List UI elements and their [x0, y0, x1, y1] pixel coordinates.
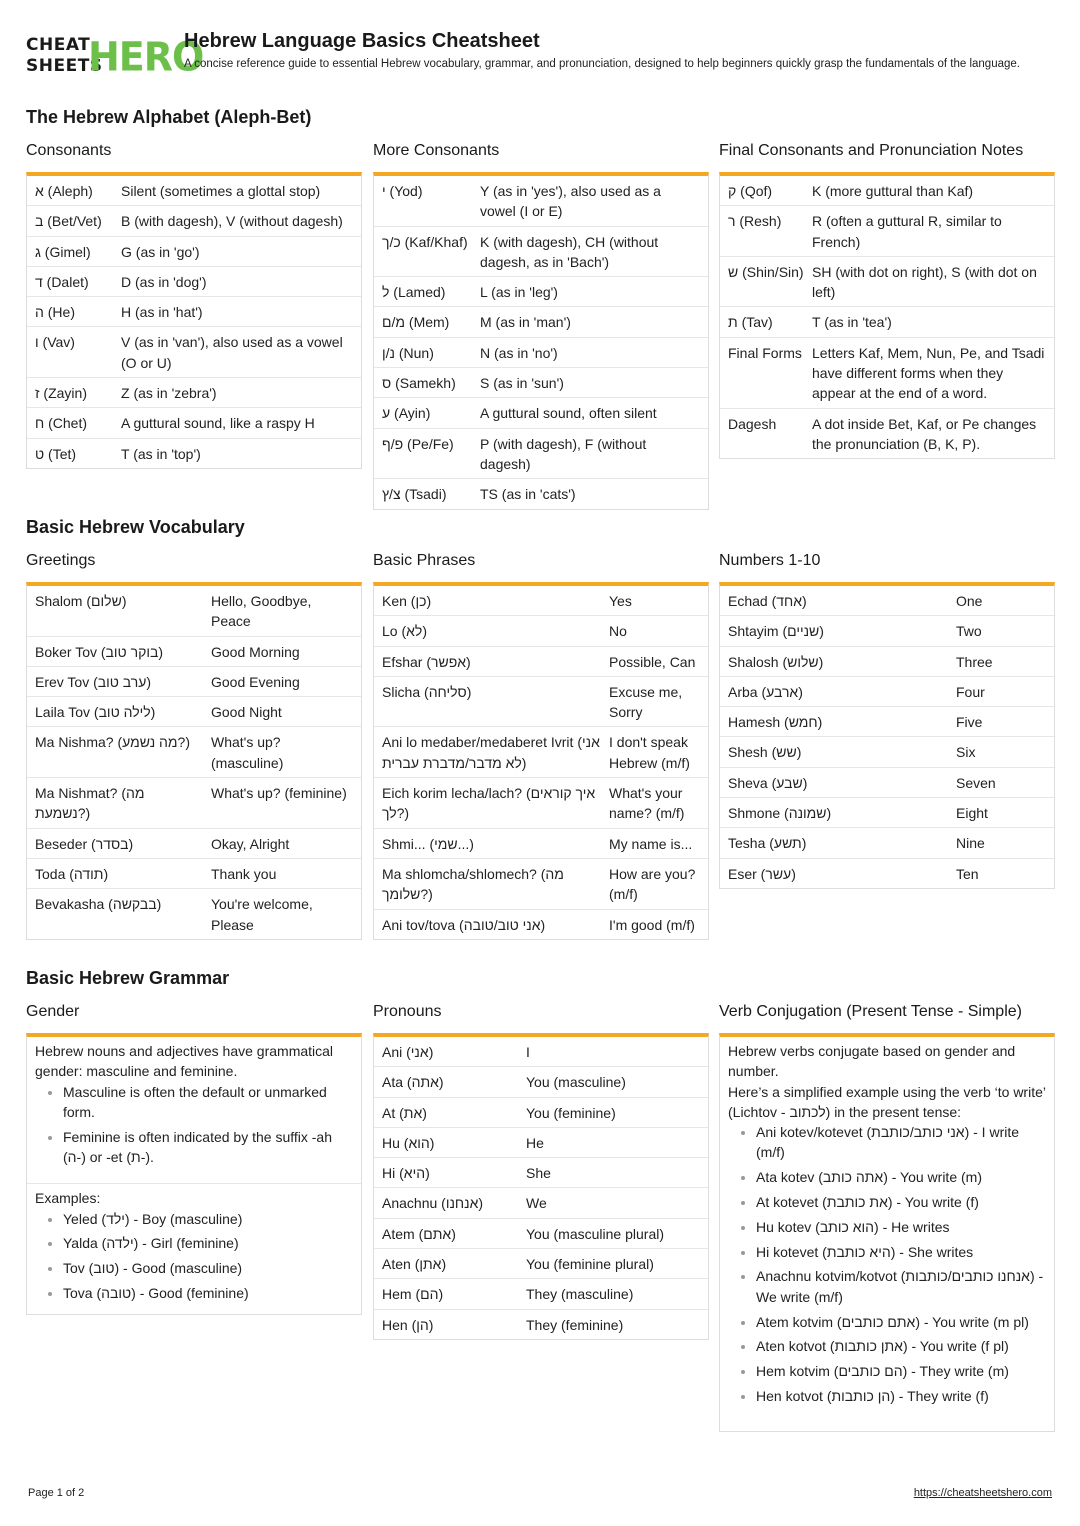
card-title-gender: Gender	[26, 1003, 80, 1020]
list-item: • Feminine is often indicated by the suffix -ah (ה-) or -et (ת-).	[63, 1127, 353, 1168]
gender-intro: Hebrew nouns and adjectives have grammatical gender: masculine and feminine.	[35, 1043, 334, 1080]
definition-cell: No	[609, 623, 627, 640]
term-cell: Shalom (שלום)	[35, 593, 127, 609]
table-row	[374, 307, 708, 337]
table-row	[374, 1067, 708, 1097]
definition-cell: They (feminine)	[526, 1316, 624, 1333]
term-cell: ג (Gimel)	[35, 243, 91, 260]
more-consonants-card	[373, 172, 709, 510]
table-row	[27, 889, 361, 939]
definition-cell: B (with dagesh), V (without dagesh)	[121, 213, 343, 230]
definition-cell: We	[526, 1195, 547, 1212]
table-row	[27, 176, 361, 206]
definition-cell: Six	[956, 744, 976, 761]
section-title-alphabet: The Hebrew Alphabet (Aleph-Bet)	[26, 107, 312, 127]
divider	[27, 1183, 361, 1184]
definition-cell: You (feminine)	[526, 1104, 616, 1121]
term-cell: Final Forms	[728, 344, 802, 361]
term-cell: Shtayim (שניים)	[728, 623, 824, 640]
table-row	[374, 368, 708, 398]
table-row	[27, 859, 361, 889]
table-row	[374, 647, 708, 677]
numbers-card	[719, 582, 1055, 889]
term-cell: ע (Ayin)	[382, 405, 431, 422]
section-title-vocabulary: Basic Hebrew Vocabulary	[26, 517, 245, 537]
term-cell: Aten (אתן)	[382, 1256, 447, 1273]
verbs-content	[720, 1037, 1054, 1417]
definition-cell: Possible, Can	[609, 653, 696, 670]
footer-link[interactable]: https://cheatsheetshero.com	[913, 1487, 1052, 1499]
table-row	[27, 327, 361, 378]
examples-label: Examples:	[35, 1190, 101, 1207]
table-row	[720, 768, 1054, 798]
table-row	[374, 1310, 708, 1339]
table-row	[374, 429, 708, 480]
definition-cell: They (masculine)	[526, 1286, 634, 1303]
table-row	[27, 778, 361, 829]
section-title-grammar: Basic Hebrew Grammar	[26, 968, 230, 988]
table-row	[374, 677, 708, 728]
term-cell: Hi (היא)	[382, 1165, 430, 1182]
term-cell: Bevakasha (בבקשה)	[35, 896, 162, 913]
definition-cell: D (as in 'dog')	[121, 273, 207, 290]
consonants-card	[26, 172, 362, 469]
definition-cell: I don't speak Hebrew (m/f)	[609, 734, 690, 771]
table-row	[720, 409, 1054, 459]
term-cell: Ata (אתה)	[382, 1074, 444, 1091]
term-cell: Shmi... (שמי...)	[382, 835, 474, 852]
term-cell: Lo (לא)	[382, 623, 428, 640]
definition-cell: T (as in 'top')	[121, 445, 201, 462]
term-cell: Shmone (שמונה)	[728, 805, 832, 822]
term-cell: Beseder (בסדר)	[35, 835, 134, 852]
definition-cell: How are you? (m/f)	[609, 865, 696, 903]
table-row	[720, 307, 1054, 337]
table-row	[27, 408, 361, 438]
term-cell: ס (Samekh)	[382, 375, 456, 392]
table-row	[27, 586, 361, 637]
definition-cell: Thank you	[211, 865, 277, 882]
term-cell: י (Yod)	[382, 183, 423, 199]
term-cell: ז (Zayin)	[35, 385, 87, 402]
table-row	[374, 586, 708, 616]
list-item: • Hu kotev (הוא כותב) - He writes	[756, 1217, 1046, 1237]
definition-cell: One	[956, 593, 983, 609]
card-title-greetings: Greetings	[26, 552, 96, 569]
gender-card	[26, 1033, 362, 1315]
definition-cell: Y (as in 'yes'), also used as a vowel (I or E)	[480, 183, 661, 220]
term-cell: ת (Tav)	[728, 314, 773, 331]
table-row	[720, 707, 1054, 737]
term-cell: Laila Tov (לילה טוב)	[35, 704, 156, 721]
term-cell: Arba (ארבע)	[728, 683, 803, 700]
table-row	[374, 1158, 708, 1188]
page-title: Hebrew Language Basics Cheatsheet	[184, 30, 540, 52]
list-item: • Atem kotvim (אתם כותבים) - You write (m pl)	[756, 1312, 1046, 1332]
term-cell: ש (Shin/Sin)	[728, 263, 804, 280]
definition-cell: TS (as in 'cats')	[480, 486, 576, 503]
table-row	[374, 1037, 708, 1067]
definition-cell: N (as in 'no')	[480, 344, 558, 361]
definition-cell: K (more guttural than Kaf)	[812, 183, 974, 199]
term-cell: צ/ץ (Tsadi)	[382, 486, 447, 503]
term-cell: Ma Nishma? (מה נשמע?)	[35, 734, 190, 751]
table-row	[27, 667, 361, 697]
final-consonants-card	[719, 172, 1055, 459]
definition-cell: What's up? (masculine)	[211, 734, 284, 771]
definition-cell: You (masculine plural)	[526, 1225, 664, 1242]
table-row	[374, 1128, 708, 1158]
term-cell: ב (Bet/Vet)	[35, 213, 102, 230]
definition-cell: He	[526, 1134, 544, 1151]
term-cell: Anachnu (אנחנו)	[382, 1195, 484, 1212]
definition-cell: Nine	[956, 835, 985, 852]
table-row	[374, 1219, 708, 1249]
definition-cell: I	[526, 1044, 530, 1060]
table-row	[374, 176, 708, 227]
definition-cell: V (as in 'van'), also used as a vowel (O or U)	[121, 334, 343, 371]
term-cell: א (Aleph)	[35, 183, 93, 199]
gender-rules-list	[35, 1082, 353, 1168]
table-row	[374, 859, 708, 910]
term-cell: Erev Tov (ערב טוב)	[35, 673, 152, 690]
logo[interactable]	[26, 33, 204, 85]
table-row	[720, 586, 1054, 616]
definition-cell: You (feminine plural)	[526, 1256, 654, 1273]
final-consonants-table	[720, 176, 1054, 458]
definition-cell: Silent (sometimes a glottal stop)	[121, 183, 321, 199]
table-row	[374, 1188, 708, 1218]
table-row	[27, 237, 361, 267]
definition-cell: M (as in 'man')	[480, 314, 571, 331]
table-row	[374, 1279, 708, 1309]
term-cell: Shesh (שש)	[728, 744, 802, 761]
table-row	[374, 829, 708, 859]
table-row	[720, 647, 1054, 677]
definition-cell: Letters Kaf, Mem, Nun, Pe, and Tsadi have different forms when they appear at the end of a word.	[812, 344, 1045, 402]
definition-cell: Good Night	[211, 704, 282, 721]
gender-examples-list	[35, 1209, 353, 1304]
definition-cell: Eight	[956, 805, 988, 822]
term-cell: At (את)	[382, 1104, 427, 1121]
definition-cell: Ten	[956, 865, 979, 882]
term-cell: Hamesh (חמש)	[728, 714, 823, 731]
definition-cell: My name is...	[609, 835, 693, 852]
term-cell: ה (He)	[35, 304, 75, 321]
term-cell: Ken (כן)	[382, 593, 432, 609]
card-title-final-consonants: Final Consonants and Pronunciation Notes	[719, 142, 1024, 159]
card-title-numbers: Numbers 1-10	[719, 552, 821, 569]
verbs-intro: Hebrew verbs conjugate based on gender and number.	[728, 1043, 1016, 1080]
table-row	[27, 727, 361, 778]
definition-cell: L (as in 'leg')	[480, 284, 558, 301]
pronouns-table	[374, 1037, 708, 1339]
list-item: • Tov (טוב) - Good (masculine)	[63, 1258, 353, 1278]
table-row	[720, 206, 1054, 257]
term-cell: ר (Resh)	[728, 213, 782, 230]
definition-cell: Four	[956, 683, 985, 700]
term-cell: מ/ם (Mem)	[382, 314, 450, 331]
definition-cell: A dot inside Bet, Kaf, or Pe changes the pronunciation (B, K, P).	[812, 415, 1037, 452]
definition-cell: Excuse me, Sorry	[609, 683, 683, 721]
term-cell: Efshar (אפשר)	[382, 653, 471, 670]
table-row	[720, 737, 1054, 767]
definition-cell: P (with dagesh), F (without dagesh)	[480, 435, 647, 472]
card-title-pronouns: Pronouns	[373, 1003, 442, 1020]
list-item: • Hen kotvot (הן כותבות) - They write (f)	[756, 1386, 1046, 1406]
definition-cell: K (with dagesh), CH (without dagesh, as in 'Bach')	[480, 233, 659, 270]
table-row	[720, 176, 1054, 206]
table-row	[374, 1249, 708, 1279]
table-row	[720, 338, 1054, 409]
definition-cell: Two	[956, 623, 982, 640]
term-cell: Hu (הוא)	[382, 1134, 435, 1151]
card-title-consonants: Consonants	[26, 142, 112, 159]
term-cell: Boker Tov (בוקר טוב)	[35, 643, 164, 660]
list-item: • Hi kotevet (היא כותבת) - She writes	[756, 1242, 1046, 1262]
table-row	[720, 828, 1054, 858]
greetings-table	[27, 586, 361, 939]
list-item: • Aten kotvot (אתן כותבות) - You write (f pl)	[756, 1336, 1046, 1356]
card-title-more-consonants: More Consonants	[373, 142, 500, 159]
list-item: • Yalda (ילדה) - Girl (feminine)	[63, 1233, 353, 1253]
table-row	[374, 338, 708, 368]
phrases-card	[373, 582, 709, 940]
table-row	[374, 398, 708, 428]
gender-content	[27, 1037, 361, 1314]
term-cell: Tesha (תשע)	[728, 835, 807, 852]
list-item: • Ani kotev/kotevet (אני כותב/כותבת) - I write (m/f)	[756, 1122, 1046, 1163]
definition-cell: S (as in 'sun')	[480, 375, 564, 392]
term-cell: Ani (אני)	[382, 1044, 434, 1060]
term-cell: ד (Dalet)	[35, 273, 89, 290]
table-row	[720, 859, 1054, 888]
list-item: • Ata kotev (אתה כותב) - You write (m)	[756, 1167, 1046, 1187]
table-row	[374, 227, 708, 278]
definition-cell: A guttural sound, often silent	[480, 405, 657, 422]
page-number: Page 1 of 2	[28, 1487, 85, 1499]
definition-cell: Hello, Goodbye, Peace	[211, 593, 312, 630]
term-cell: Dagesh	[728, 415, 777, 432]
term-cell: Slicha (סליחה)	[382, 683, 472, 700]
table-row	[374, 778, 708, 829]
definition-cell: T (as in 'tea')	[812, 314, 892, 331]
term-cell: Shalosh (שלוש)	[728, 653, 824, 670]
term-cell: Ma shlomcha/shlomech? (מה שלומך?)	[382, 865, 564, 903]
card-title-phrases: Basic Phrases	[373, 552, 476, 569]
list-item: • Yeled (ילד) - Boy (masculine)	[63, 1209, 353, 1229]
card-title-verbs: Verb Conjugation (Present Tense - Simple)	[719, 1003, 1022, 1020]
definition-cell: Yes	[609, 593, 632, 609]
table-row	[720, 616, 1054, 646]
term-cell: ו (Vav)	[35, 334, 75, 351]
definition-cell: I'm good (m/f)	[609, 916, 695, 933]
table-row	[27, 637, 361, 667]
verbs-intro-example: Here’s a simplified example using the verb ‘to write’ (Lichtov - לכתוב) in the present tense:	[728, 1083, 1046, 1120]
list-item: • Tova (טובה) - Good (feminine)	[63, 1283, 353, 1303]
term-cell: Ani lo medaber/medaberet Ivrit (אני לא מדבר/מדברת עברית)	[382, 734, 600, 771]
term-cell: פ/ף (Pe/Fe)	[382, 435, 454, 452]
definition-cell: SH (with dot on right), S (with dot on left)	[812, 263, 1037, 301]
definition-cell: R (often a guttural R, similar to French)	[812, 213, 1002, 250]
definition-cell: Good Morning	[211, 643, 300, 660]
more-consonants-table	[374, 176, 708, 509]
definition-cell: G (as in 'go')	[121, 243, 200, 260]
table-row	[374, 616, 708, 646]
definition-cell: You (masculine)	[526, 1074, 626, 1091]
page-description: A concise reference guide to essential Hebrew vocabulary, grammar, and pronunciation, designed to help beginners quickly grasp the fundamentals of the language.	[184, 58, 1020, 70]
list-item: • Hem kotvim (הם כותבים) - They write (m)	[756, 1361, 1046, 1381]
table-row	[27, 697, 361, 727]
table-row	[720, 257, 1054, 308]
verb-conjugation-list	[728, 1122, 1046, 1406]
term-cell: Sheva (שבע)	[728, 774, 808, 791]
table-row	[27, 829, 361, 859]
definition-cell: What's your name? (m/f)	[609, 785, 685, 822]
definition-cell: H (as in 'hat')	[121, 304, 203, 321]
definition-cell: What's up? (feminine)	[211, 785, 347, 802]
list-item: • Anachnu kotvim/kotvot (אנחנו כותבים/כותבות) - We write (m/f)	[756, 1266, 1046, 1307]
term-cell: Atem (אתם)	[382, 1225, 456, 1242]
term-cell: ל (Lamed)	[382, 284, 446, 301]
term-cell: ט (Tet)	[35, 445, 77, 462]
term-cell: ח (Chet)	[35, 415, 88, 432]
table-row	[27, 297, 361, 327]
definition-cell: She	[526, 1165, 551, 1182]
verbs-card	[719, 1033, 1055, 1432]
table-row	[374, 479, 708, 508]
definition-cell: Five	[956, 714, 983, 731]
table-row	[27, 206, 361, 236]
numbers-table	[720, 586, 1054, 888]
term-cell: Hen (הן)	[382, 1316, 434, 1333]
consonants-table	[27, 176, 361, 468]
greetings-card	[26, 582, 362, 940]
table-row	[720, 798, 1054, 828]
logo-text: CHEAT SHEETS	[26, 35, 103, 76]
pronouns-card	[373, 1033, 709, 1340]
term-cell: Eich korim lecha/lach? (איך קוראים לך?)	[382, 785, 596, 822]
definition-cell: A guttural sound, like a raspy H	[121, 415, 315, 432]
table-row	[374, 910, 708, 939]
phrases-table	[374, 586, 708, 939]
list-item: • Masculine is often the default or unmarked form.	[63, 1082, 353, 1123]
term-cell: Toda (תודה)	[35, 865, 109, 882]
definition-cell: Seven	[956, 774, 996, 791]
table-row	[374, 727, 708, 778]
term-cell: Eser (עשר)	[728, 865, 796, 882]
list-item: • At kotevet (את כותבת) - You write (f)	[756, 1192, 1046, 1212]
term-cell: Echad (אחד)	[728, 593, 807, 609]
table-row	[27, 267, 361, 297]
definition-cell: You're welcome, Please	[211, 896, 313, 933]
definition-cell: Okay, Alright	[211, 835, 290, 852]
definition-cell: Z (as in 'zebra')	[121, 385, 217, 402]
definition-cell: Good Evening	[211, 673, 300, 690]
logo-hero-text: HERO	[88, 33, 204, 81]
term-cell: ק (Qof)	[728, 183, 773, 199]
term-cell: כ/ך (Kaf/Khaf)	[382, 233, 468, 250]
table-row	[374, 277, 708, 307]
definition-cell: Three	[956, 653, 993, 670]
term-cell: Ma Nishmat? (מה נשמעת?)	[35, 785, 145, 822]
table-row	[27, 439, 361, 468]
table-row	[374, 1098, 708, 1128]
term-cell: Ani tov/tova (אני טוב/טובה)	[382, 916, 546, 933]
term-cell: Hem (הם)	[382, 1286, 444, 1303]
header	[26, 30, 1056, 90]
table-row	[720, 677, 1054, 707]
term-cell: נ/ן (Nun)	[382, 344, 434, 361]
table-row	[27, 378, 361, 408]
